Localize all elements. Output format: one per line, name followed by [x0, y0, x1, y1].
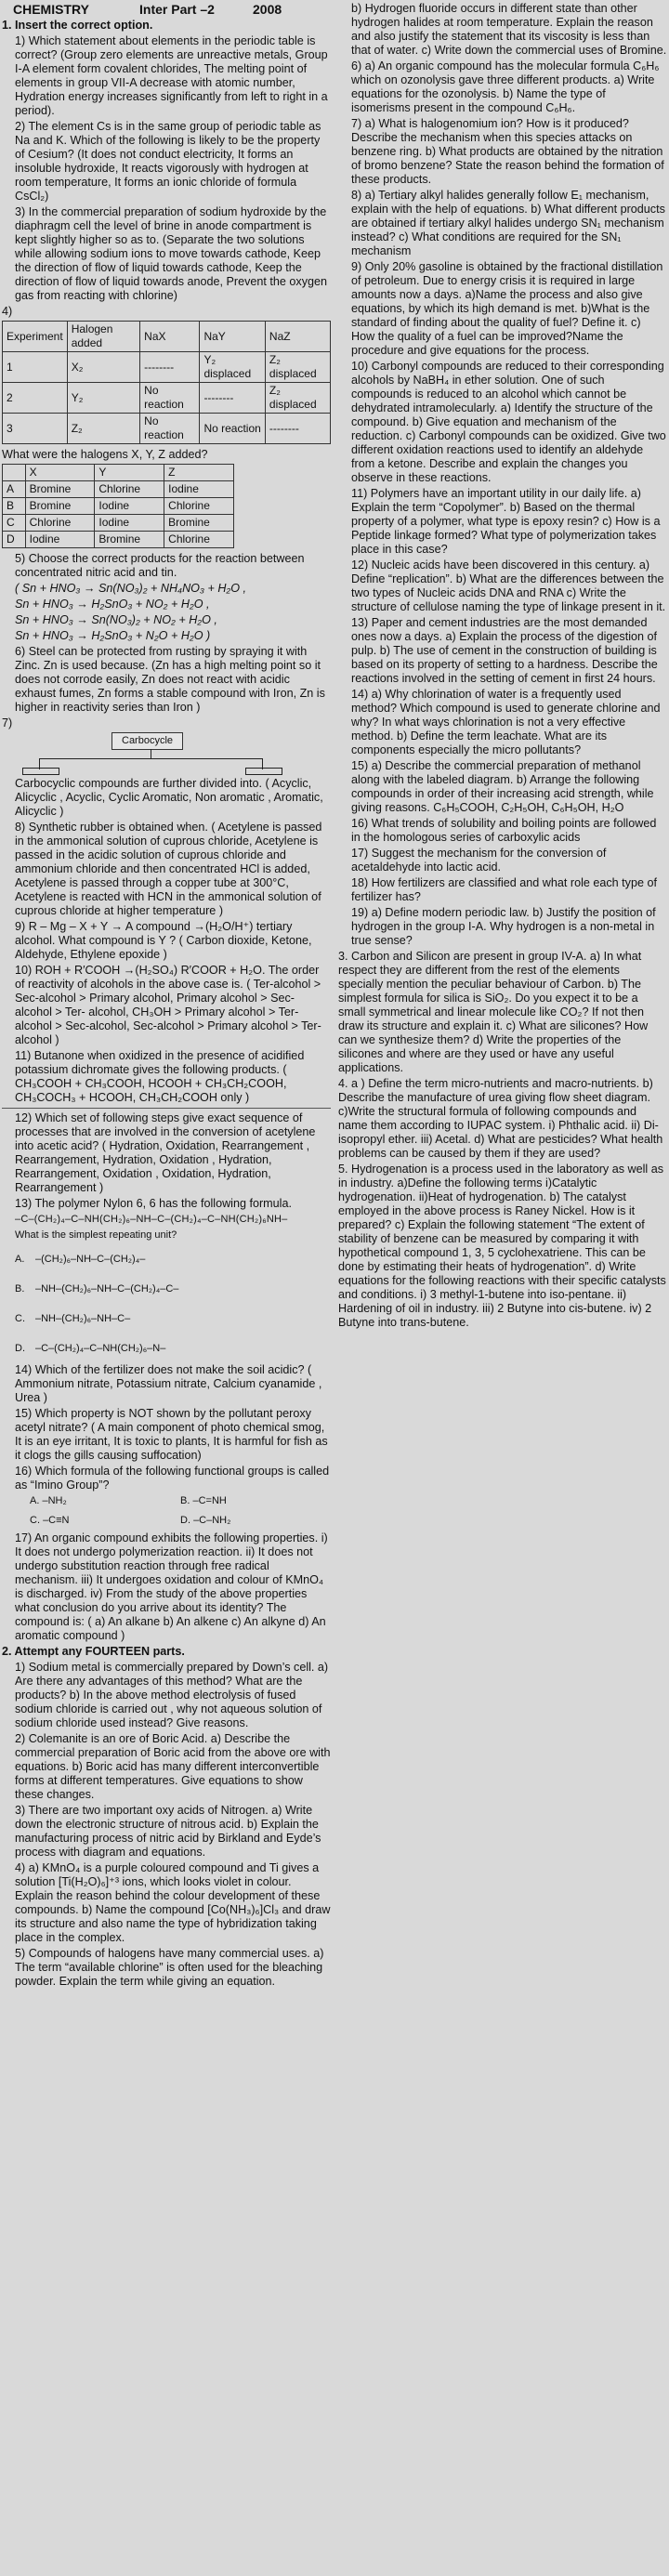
table-row [3, 515, 234, 532]
halogen-table-header [3, 465, 234, 481]
r-q16: 16) What trends of solubility and boiling points are followed in the homologous series of carboxylic acids [351, 817, 660, 844]
option-label: C. [30, 1515, 40, 1526]
paper-header [0, 0, 333, 19]
option-label: D. [15, 1342, 25, 1354]
q1-15: 15) Which property is NOT shown by the pollutant peroxy acetyl nitrate? ( A main component of photo chemical smog, It is an eye irritant, It is toxic to plants, It is harmful for fish as it clogs the gills causing suffocation) [15, 1407, 332, 1462]
cell: 1 [3, 352, 68, 383]
q2-5: 5) Compounds of halogens have many commercial uses. a) The term “available chlorine” is often used for the bleaching powder. Explain the term while giving an equation. [15, 1947, 327, 1988]
option-label: C. [15, 1312, 25, 1324]
q1-3: 3) In the commercial preparation of sodium hydroxide by the diaphragm cell the level of brine in anode compartment is kept slightly higher so as to. (Separate the two solutions while allowing sodium ions to move towards cathode, Keep the direction of flow of liquid towards cathode, Keep the direction of flow of liquid towards anode, Prevent the oxygen gas from reacting with chlorine) [15, 205, 331, 302]
diagram-branch [39, 758, 262, 759]
r-q9: 9) Only 20% gasoline is obtained by the fractional distillation of petroleum. Due to energy crisis it is required in large amounts now a days. a)Name the process and also give equations, by which its high demand is met. b)What is the standard of finding about the quality of fuel? Define it. c) How the quality of a fuel can be improved?Name the procedure and give equations for the process. [351, 260, 666, 357]
th-blank [3, 465, 26, 481]
r-q17: 17) Suggest the mechanism for the conversion of acetaldehyde into lactic acid. [351, 847, 610, 874]
r-q7: 7) a) What is halogenomium ion? How is it produced? Describe the mechanism when this species attacks on benzene ring. b) What products are obtained by the nitration of bromo benzene? State the reason behind the formation of these products. [351, 117, 668, 186]
q1-6: 6) Steel can be protected from rusting by spraying it with Zinc. Zn is used because. (Zn has a high melting point so it does not corrode easily, Zn does not react with acidic exhaust fumes, Zn forms a stable compound with Iron, Zn is higher in reactivity series than Iron ) [15, 645, 329, 714]
nylon-option-a [2, 1244, 331, 1274]
cell: Chlorine [164, 498, 234, 515]
diagram-left-box [22, 768, 59, 775]
cell: Chlorine [164, 532, 234, 548]
cell: X₂ [67, 352, 139, 383]
q2-2: 2) Colemanite is an ore of Boric Acid. a) Describe the commercial preparation of Boric acid from the above ore with equations. b) Boric acid has many different interconvertible forms at different temperatures. Give equations to show these changes. [15, 1732, 334, 1801]
table-row [3, 498, 234, 515]
cell: No reaction [140, 414, 200, 444]
r-section-4: 4. a ) Define the term micro-nutrients and macro-nutrients. b) Describe the manufacture of urea giving flow sheet diagram. c)Write the structural formula of following compounds and name them according to IUPAC system. i) Phthalic acid. ii) Di-isopropyl ether. iii) Acetal. d) What are pesticides? What health problems can be caused by them if they are used? [338, 1077, 666, 1160]
nylon-question: What is the simplest repeating unit? [15, 1229, 177, 1241]
imino-option-c [30, 1514, 180, 1528]
nylon-option-b [2, 1274, 331, 1304]
halogen-table [2, 464, 234, 548]
q1-4: 4) [2, 305, 13, 318]
q1-5a: ( Sn + HNO₃ → Sn(NO₃)₂ + NH₄NO₃ + H₂O , [15, 582, 247, 595]
q1-16: 16) Which formula of the following functional groups is called as “Imino Group”? [15, 1465, 333, 1492]
left-column [2, 19, 334, 1991]
cell: Y₂ displaced [200, 352, 265, 383]
cell: Iodine [164, 481, 234, 498]
cell: Iodine [25, 532, 95, 548]
cell: D [3, 532, 26, 548]
cell: C [3, 515, 26, 532]
carbocycle-box: Carbocycle [112, 732, 183, 750]
q1-7: 7) [2, 716, 13, 729]
option-label: B. [180, 1495, 190, 1506]
cell: 2 [3, 383, 68, 414]
q1-7-text: Carbocyclic compounds are further divided into. ( Acyclic, Alicyclic , Acyclic, Cyclic Aromatic, Non aromatic , Aromatic, Alicyclic ) [15, 777, 326, 818]
r-q14: 14) a) Why chlorination of water is a frequently used method? Which compound is used to generate chlorine and why? In what ways chlorination is not a very effective method. b) Define the term leachate. What are its components especially the micro pollutants? [351, 688, 664, 756]
q1-5c: Sn + HNO₃ → Sn(NO₃)₂ + NO₂ + H₂O , [15, 613, 217, 626]
option-formula: –C=NH [192, 1495, 227, 1506]
r-q5-cont: b) Hydrogen fluoride occurs in different state than other hydrogen halides at room temperature. Explain the reason and also justify the statement that its viscosity is less than that of water. c) Write down the commercial uses of Bromine. [351, 2, 667, 57]
nylon-option-d [2, 1334, 331, 1363]
q1-title: 1. Insert the correct option. [2, 19, 153, 32]
q1-1: 1) Which statement about elements in the periodic table is correct? (Group zero elements are unreactive metals, Group I-A element form covalent chlorides, The melting point of elements in group VII-A decrease with atomic number, Hydration energy increases significantly from left to right in a period). [15, 34, 332, 117]
cell: Bromine [164, 515, 234, 532]
q1-10: 10) ROH + R′COOH →(H₂SO₄) R′COOR + H₂O. The order of reactivity of alcohols in the above case is. ( Ter-alcohol > Sec-alcohol > Primary alcohol, Primary alcohol > Sec-alcohol > Ter- alcohol, CH₃OH > Primary alcohol > Ter-alcohol > Sec-alcohol, Sec-alcohol > Primary alcohol > Ter-alcohol ) [15, 964, 324, 1046]
cell: Z₂ [67, 414, 139, 444]
option-label: A. [15, 1253, 25, 1265]
table-row [3, 414, 331, 444]
nylon-option-c [2, 1304, 331, 1334]
divider [2, 1108, 331, 1109]
option-formula: –C≡N [43, 1515, 70, 1526]
r-section-5: 5. Hydrogenation is a process used in the laboratory as well as in industry. a)Define the following terms i)Catalytic hydrogenation. ii)Heat of hydrogenation. b) The catalyst employed in the above process is Raney Nickel. How is it prepared? c) Explain the following statement “The extent of stability of benzene can be measured by comparing it with hypothetical compound 1, 3, 5 cyclohexatriene. This can be done by estimating their heats of hydrogenation”. d) Write equations for the following reactions with their specific catalysts and conditions. i) 3 methyl-1-butene into iso-pentane. ii) Hardening of oil in industry. iii) 2 Butyne into cis-butene. iv) 2 Butyne into trans-butene. [338, 1163, 669, 1329]
cell: B [3, 498, 26, 515]
option-label: B. [15, 1282, 25, 1295]
cell: Bromine [95, 532, 164, 548]
th-experiment: Experiment [3, 322, 68, 352]
q1-5: 5) Choose the correct products for the reaction between concentrated nitric acid and tin. [15, 552, 308, 579]
r-q11: 11) Polymers have an important utility in our daily life. a) Explain the term “Copolymer”. b) Based on the thermal property of a polymer, what type is epoxy resin? c) How is a Peptide linkage formed? What type of polymerization takes place in this case? [351, 487, 663, 556]
table-row [3, 383, 331, 414]
table-row [3, 352, 331, 383]
cell: Iodine [95, 515, 164, 532]
option-formula: –(CH₂)₆–NH–C–(CH₂)₄– [35, 1253, 146, 1265]
th-nax: NaX [140, 322, 200, 352]
th-naz: NaZ [265, 322, 330, 352]
subject-title: CHEMISTRY [13, 2, 89, 17]
cell: -------- [140, 352, 200, 383]
q2-title: 2. Attempt any FOURTEEN parts. [2, 1645, 185, 1658]
part-title: Inter Part –2 [139, 2, 215, 17]
r-q15: 15) a) Describe the commercial preparation of methanol along with the labeled diagram. b) Arrange the following compounds in order of their increasing acid strength, while giving reasons. C₆H₅COOH, C₂H₅OH, C₆H₅OH, H₂O [351, 759, 658, 814]
cell: Iodine [95, 498, 164, 515]
r-q12: 12) Nucleic acids have been discovered in this century. a) Define “replication”. b) What are the differences between the two types of Nucleic acids DNA and RNA c) Write the structure of cellulose naming the type of linkage present in it. [351, 559, 667, 613]
q2-3: 3) There are two important oxy acids of Nitrogen. a) Write down the electronic structure of nitrous acid. b) Explain the manufacturing process of nitric acid by Birkland and Eyde’s process with diagram and equations. [15, 1804, 324, 1859]
q2-1: 1) Sodium metal is commercially prepared by Down’s cell. a) Are there any advantages of this method? What are the products? b) In the above method electrolysis of fused sodium chloride is carried out , why not aqueous solution of sodium chloride used instead? Give reasons. [15, 1661, 331, 1729]
option-formula: –NH–(CH₂)₆–NH–C– [35, 1312, 131, 1324]
q1-17: 17) An organic compound exhibits the following properties. i) It does not undergo polymerization reaction. ii) It does not undergo substitution reaction through free radical mechanism. iii) It undergoes oxidation and colour of KMnO₄ is discharged. iv) From the study of the above properties what conclusion do you arrive about its identity? The compound is: ( a) An alkane b) An alkene c) An alkyne d) An aromatic compound ) [15, 1531, 332, 1642]
th-nay: NaY [200, 322, 265, 352]
r-section-3: 3. Carbon and Silicon are present in group IV-A. a) In what respect they are different from the rest of the elements specially mention the peculiar behaviour of Carbon. b) The simplest formula for silica is SiO₂. Do you expect it to be a small symmetrical and linear molecule like CO₂? If not then draw its structure and explain it. c) What are silicones? How can we synthesize them? d) Write the properties of the silicones and where are they used or have any useful applications. [338, 950, 651, 1074]
cell: Chlorine [25, 515, 95, 532]
cell: Bromine [25, 481, 95, 498]
cell: -------- [200, 383, 265, 414]
q1-5d: Sn + HNO₃ → H₂SnO₃ + N₂O + H₂O ) [15, 629, 211, 642]
experiment-table-header [3, 322, 331, 352]
q1-2: 2) The element Cs is in the same group of periodic table as Na and K. Which of the following is likely to be the property of Cesium? (It does not conduct electricity, It forms an insoluble hydroxide, It reacts vigorously with hydrogen at room temperature, It forms an ionic chloride of formula CsCl₂) [15, 120, 324, 203]
table-row [3, 532, 234, 548]
option-formula: –NH–(CH₂)₆–NH–C–(CH₂)₄–C– [35, 1282, 179, 1295]
cell: No reaction [200, 414, 265, 444]
q1-8: 8) Synthetic rubber is obtained when. ( Acetylene is passed in the ammonical solution of cuprous chloride, Acetylene is passed in the acidic solution of cuprous chloride and ammonium chloride and then concentrated HCl is added, Acetylene is passed through a copper tube at 300°C, Acetylene is reacted with HCN in the ammonical solution of cuprous chloride at higher temperature ) [15, 821, 325, 917]
option-formula: –NH₂ [42, 1495, 67, 1506]
r-q19: 19) a) Define modern periodic law. b) Justify the position of hydrogen in the group I-A. Why hydrogen is a non-metal in true sense? [351, 906, 660, 947]
cell: -------- [265, 414, 330, 444]
q1-14: 14) Which of the fertilizer does not make the soil acidic? ( Ammonium nitrate, Potassium nitrate, Calcium cyanamide , Urea ) [15, 1363, 325, 1404]
th-x: X [25, 465, 95, 481]
q1-12: 12) Which set of following steps give exact sequence of processes that are involved in the conversion of acetylene into acetic acid? ( Hydration, Oxidation, Rearrangement , Rearrangement, Hydration, Oxidation , Hydration, Rearrangement, Oxidation , Oxidation, Hydration, Rearrangement ) [15, 1111, 319, 1194]
q1-5b: Sn + HNO₃ → H₂SnO₃ + NO₂ + H₂O , [15, 598, 210, 611]
nylon-formula: –C–(CH₂)₄–C–NH(CH₂)₆–NH–C–(CH₂)₄–C–NH(CH₂)₆NH– [15, 1214, 288, 1225]
r-q10: 10) Carbonyl compounds are reduced to their corresponding alcohols by NaBH₄ in ether solution. One of such compounds is reduced to an alcohol which cannot be dehydrated intramolecularly. a) Identify the structure of the compound. b) Give equation and mechanism of the reduction. c) Carbonyl compounds can be oxidized. Give two different oxidation reactions used to identify an aldehyde from a ketone. Describe and explain the changes you observe in these reactions. [351, 360, 669, 484]
r-q8: 8) a) Tertiary alkyl halides generally follow E₁ mechanism, explain with the help of equations. b) What different products are obtained if tertiary alkyl halides undergo SN₁ mechanism instead? c) What conditions are required for the SN₁ mechanism [351, 189, 669, 257]
q1-9: 9) R – Mg – X + Y → A compound →(H₂O/H⁺) tertiary alcohol. What compound is Y ? ( Carbon dioxide, Ketone, Aldehyde, Ethylene epoxide ) [15, 920, 315, 961]
imino-option-d [180, 1514, 331, 1528]
cell: Y₂ [67, 383, 139, 414]
option-formula: –C–(CH₂)₄–C–NH(CH₂)₆–N– [35, 1342, 166, 1354]
cell: Chlorine [95, 481, 164, 498]
cell: No reaction [140, 383, 200, 414]
table-row [3, 481, 234, 498]
imino-option-a [30, 1494, 180, 1508]
q2-4: 4) a) KMnO₄ is a purple coloured compound and Ti gives a solution [Ti(H₂O)₆]⁺³ ions, which looks violet in colour. Explain the reason behind the colour development of these compounds. b) Name the compound [Co(NH₃)₆]Cl₃ and draw its structure and also name the type of hybridization taking place in the complex. [15, 1861, 334, 1944]
imino-options [2, 1494, 331, 1528]
cell: 3 [3, 414, 68, 444]
year-title: 2008 [253, 2, 282, 17]
right-column [338, 2, 667, 1332]
q1-11: 11) Butanone when oxidized in the presence of acidified potassium dichromate gives the following products. ( CH₃COOH + CH₃COOH, HCOOH + CH₃CH₂COOH, CH₃COCH₃ + HCOOH, CH₃CH₂COOH only ) [15, 1049, 308, 1104]
th-z: Z [164, 465, 234, 481]
q1-13: 13) The polymer Nylon 6, 6 has the following formula. [15, 1197, 292, 1210]
diagram-right-box [245, 768, 282, 775]
cell: A [3, 481, 26, 498]
option-formula: –C–NH₂ [193, 1515, 231, 1526]
imino-option-b [180, 1494, 331, 1508]
option-label: D. [180, 1515, 190, 1526]
th-halogen: Halogen added [67, 322, 139, 352]
carbocycle-diagram [2, 732, 331, 773]
cell: Z₂ displaced [265, 352, 330, 383]
cell: Z₂ displaced [265, 383, 330, 414]
experiment-table [2, 321, 331, 444]
r-q13: 13) Paper and cement industries are the most demanded ones now a days. a) Explain the process of the digestion of pulp. b) The use of cement in the construction of building is based on its property of setting to a hardness. Describe the reactions involved in the setting of cement in first 24 hours. [351, 616, 662, 685]
option-label: A. [30, 1495, 40, 1506]
cell: Bromine [25, 498, 95, 515]
r-q6: 6) a) An organic compound has the molecular formula C₆H₆ which on ozonolysis gave three different products. a) Write equations for the ozonolysis. b) Name the type of isomerisms present in the compound C₆H₆. [351, 59, 662, 114]
r-q18: 18) How fertilizers are classified and what role each type of fertilizer has? [351, 876, 661, 903]
th-y: Y [95, 465, 164, 481]
halogen-question: What were the halogens X, Y, Z added? [2, 448, 208, 461]
